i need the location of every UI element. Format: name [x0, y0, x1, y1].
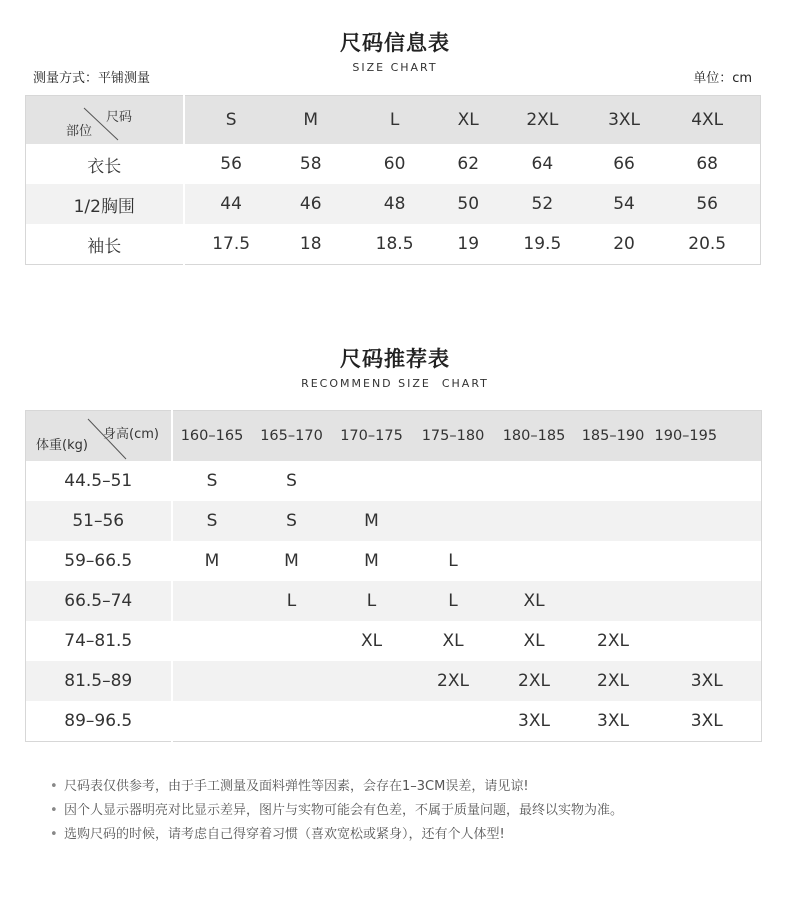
table-cell: M: [284, 551, 299, 571]
col-header-size: 2XL: [491, 96, 594, 145]
recommend-chart-heading: [0, 343, 790, 390]
table-cell: [495, 501, 574, 541]
table-cell: 3XL: [597, 711, 629, 731]
note-text: 尺码表仅供参考，由于手工测量及面料弹性等因素，会存在1–3CM误差，请见谅!: [64, 779, 529, 794]
table-cell: 3XL: [518, 711, 550, 731]
table-cell: 17.5: [212, 234, 251, 254]
table-cell: 20: [613, 234, 635, 254]
list-item: [50, 778, 623, 802]
row-label: 81.5–89: [26, 661, 172, 701]
table-cell: 19.5: [523, 234, 562, 254]
size-chart-table: [25, 95, 761, 265]
table-cell: 18: [299, 234, 322, 254]
table-cell: [332, 701, 412, 742]
table-cell: 3XL: [690, 711, 723, 731]
table-cell: [252, 621, 332, 661]
table-cell: [653, 461, 762, 501]
col-header-height: 180–185: [495, 411, 574, 462]
table-cell: 19: [457, 234, 480, 254]
table-cell: [172, 621, 252, 661]
table-cell: 54: [594, 184, 655, 224]
col-header-height: 170–175: [332, 411, 412, 462]
table-row: [26, 541, 762, 581]
note-text: 选购尺码的时候，请考虑自己得穿着习惯（喜欢宽松或紧身），还有个人体型!: [64, 827, 505, 842]
table-cell: 68: [696, 154, 718, 174]
table-cell: 20.5: [688, 234, 727, 254]
col-header-size: 4XL: [654, 96, 760, 145]
table-cell: M: [332, 501, 412, 541]
table-cell: 3XL: [653, 661, 762, 701]
table-cell: [574, 461, 653, 501]
table-cell: 44: [184, 184, 278, 224]
list-item: [50, 826, 623, 850]
table-row: [26, 184, 761, 224]
unit-label: 单位：cm: [693, 71, 752, 86]
list-item: [50, 802, 623, 826]
table-cell: 48: [344, 184, 446, 224]
table-cell: S: [286, 471, 297, 491]
recommend-corner-cell: [26, 411, 172, 462]
row-label: 袖长: [26, 224, 184, 265]
corner-weight-label: 体重(kg): [36, 438, 88, 453]
table-cell: M: [204, 551, 220, 571]
table-cell: L: [332, 581, 412, 621]
table-cell: XL: [360, 631, 383, 651]
table-cell: 50: [445, 184, 490, 224]
table-row: [26, 144, 761, 184]
table-row: [26, 224, 761, 265]
table-row: [26, 581, 762, 621]
table-cell: [653, 581, 762, 621]
size-chart-corner-cell: [26, 96, 184, 145]
row-label: 74–81.5: [26, 621, 172, 661]
row-label: 1/2胸围: [26, 184, 184, 224]
col-header-size: S: [184, 96, 278, 145]
table-cell: 64: [531, 154, 554, 174]
table-cell: [653, 501, 762, 541]
table-cell: [653, 541, 762, 581]
table-cell: [172, 661, 252, 701]
row-label: 44.5–51: [26, 461, 172, 501]
recommend-chart-table: [25, 410, 762, 742]
table-cell: XL: [495, 581, 574, 621]
table-cell: [332, 661, 412, 701]
table-cell: [172, 701, 252, 742]
bullet-icon: •: [50, 779, 58, 794]
table-cell: [412, 701, 495, 742]
col-header-height: 185–190: [574, 411, 653, 462]
table-cell: 56: [654, 184, 760, 224]
table-cell: S: [172, 501, 252, 541]
corner-diagonal-line: [26, 96, 172, 144]
note-text: 因个人显示器明亮对比显示差异，图片与实物可能会有色差，不属于质量问题，最终以实物为准。: [64, 803, 624, 818]
table-cell: [653, 621, 762, 661]
table-cell: 2XL: [412, 661, 495, 701]
table-cell: L: [448, 551, 458, 571]
table-cell: 52: [491, 184, 594, 224]
recommend-chart-subtitle: RECOMMEND SIZE CHART: [301, 377, 489, 390]
table-cell: [172, 581, 252, 621]
table-cell: [412, 501, 495, 541]
table-row: [26, 701, 762, 742]
table-cell: [252, 701, 332, 742]
table-cell: XL: [523, 631, 545, 651]
row-label: 59–66.5: [26, 541, 172, 581]
table-cell: 60: [383, 154, 406, 174]
corner-size-label: 尺码: [106, 110, 133, 125]
table-cell: 56: [220, 154, 242, 174]
row-label: 衣长: [26, 144, 184, 184]
table-cell: [332, 461, 412, 501]
col-header-size: M: [278, 96, 344, 145]
table-cell: [495, 541, 574, 581]
table-cell: 18.5: [375, 234, 414, 254]
bullet-icon: •: [50, 803, 58, 818]
table-cell: L: [252, 581, 332, 621]
col-header-height: 175–180: [412, 411, 495, 462]
recommend-chart-title: 尺码推荐表: [340, 347, 450, 371]
col-header-height: 165–170: [252, 411, 332, 462]
table-cell: [574, 501, 653, 541]
table-cell: [574, 581, 653, 621]
table-cell: 62: [457, 154, 480, 174]
corner-part-label: 部位: [66, 124, 93, 139]
table-row: [26, 621, 762, 661]
table-cell: 2XL: [597, 631, 629, 651]
corner-height-label: 身高(cm): [103, 427, 159, 442]
table-row: [26, 661, 762, 701]
bullet-icon: •: [50, 827, 58, 842]
col-header-size: XL: [445, 96, 490, 145]
size-chart-title: 尺码信息表: [340, 31, 450, 55]
table-cell: 2XL: [574, 661, 653, 701]
table-cell: [495, 461, 574, 501]
table-row: [26, 461, 762, 501]
col-header-height: 190–195: [653, 411, 762, 462]
recommend-header-row: [26, 411, 762, 462]
notes-list: [50, 778, 623, 850]
size-chart-subtitle: SIZE CHART: [352, 61, 438, 74]
row-label: 89–96.5: [26, 701, 172, 742]
table-cell: 46: [278, 184, 344, 224]
table-cell: 66: [613, 154, 635, 174]
table-cell: [574, 541, 653, 581]
table-cell: L: [412, 581, 495, 621]
table-cell: M: [364, 551, 379, 571]
col-header-size: L: [344, 96, 446, 145]
table-cell: XL: [442, 631, 464, 651]
table-cell: 2XL: [495, 661, 574, 701]
row-label: 51–56: [26, 501, 172, 541]
table-cell: S: [206, 471, 218, 491]
table-cell: [252, 661, 332, 701]
col-header-size: 3XL: [594, 96, 655, 145]
size-chart-header-row: [26, 96, 761, 145]
table-cell: S: [252, 501, 332, 541]
table-cell: [412, 461, 495, 501]
measure-method: 测量方式：平铺测量: [33, 71, 151, 86]
row-label: 66.5–74: [26, 581, 172, 621]
table-cell: 58: [299, 154, 322, 174]
table-row: [26, 501, 762, 541]
col-header-height: 160–165: [172, 411, 252, 462]
